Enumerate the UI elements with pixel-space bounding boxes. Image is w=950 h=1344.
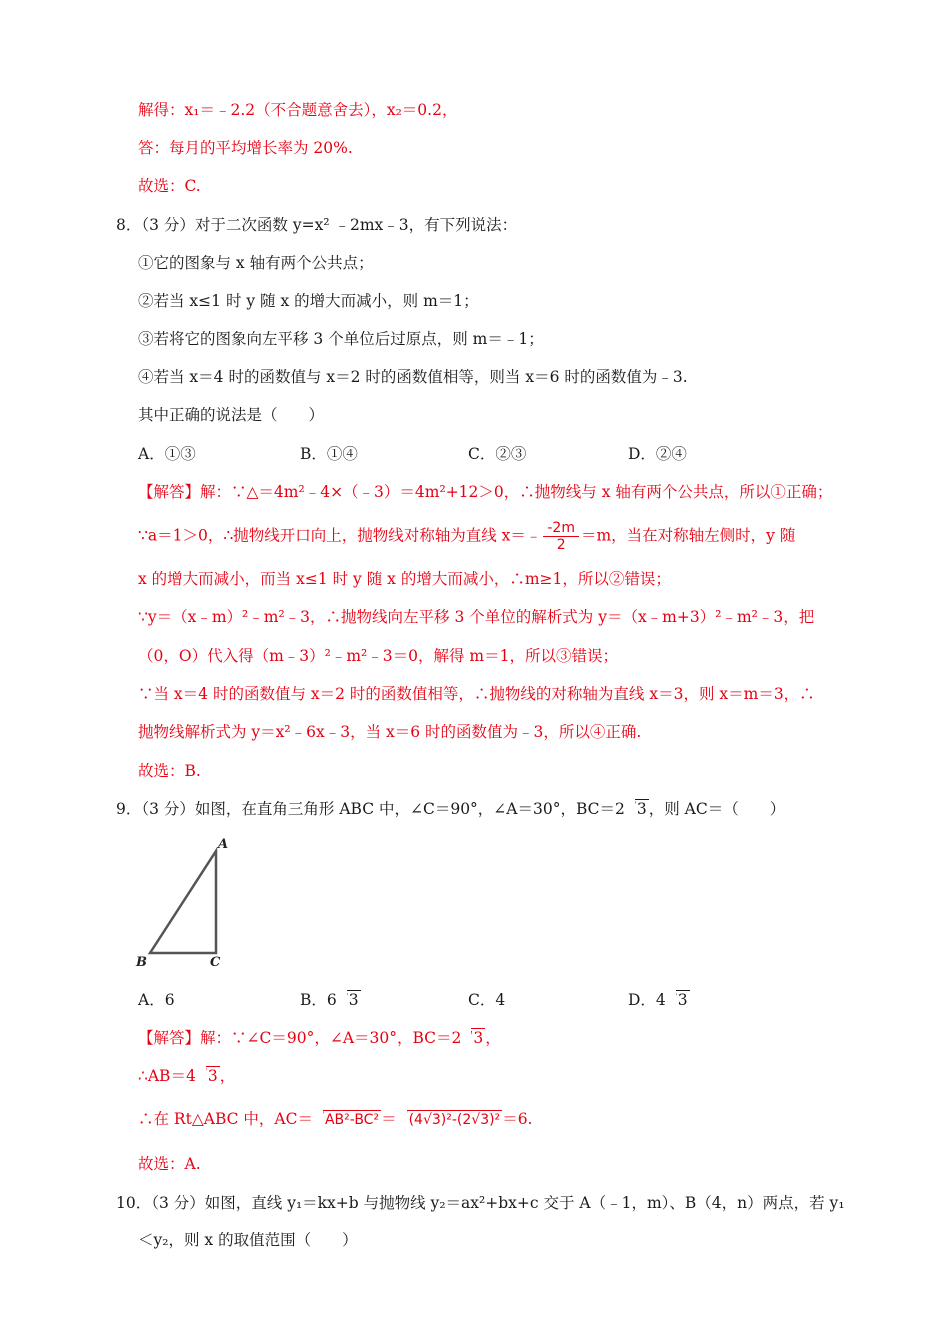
radicand: 3 [677,991,688,1009]
q8-statement-2: ②若当 x≤1 时 y 随 x 的增大而减小，则 m＝1； [138,292,479,310]
sqrt [313,1108,381,1130]
q8-answer-6: ∵当 x＝4 时的函数值与 x＝2 时的函数值相等，∴抛物线的对称轴为直线 x＝3，则 x＝m＝3，∴ [138,685,815,703]
radicand: 3 [473,1029,484,1047]
q8-option-c: C．②③ [468,445,527,463]
q8-statement-3: ③若将它的图象向左平移 3 个单位后过原点，则 m＝﹣1； [138,330,544,348]
q9-answer-3-text: ∴在 Rt△ABC 中，AC＝ [138,1110,313,1128]
radicand: AB²-BC² [324,1112,380,1128]
fraction [543,520,579,553]
equals-sign: ＝ [381,1110,397,1128]
fraction-numerator: -2m [543,520,579,537]
q9-answer-2-post: ， [219,1067,236,1085]
radicand: 3 [348,991,359,1009]
q9-stem [116,798,785,820]
q8-answer-2 [138,520,795,553]
sqrt [625,798,649,820]
q9-option-b [300,988,361,1010]
q8-option-d: D．②④ [628,445,687,463]
sqrt [461,1027,485,1049]
q9-answer-2 [138,1065,235,1087]
q8-statement-4: ④若当 x＝4 时的函数值与 x＝2 时的函数值相等，则当 x＝6 时的函数值为﹣3. [138,368,688,386]
radicand: 3 [207,1067,218,1085]
sqrt [666,990,690,1010]
solution-line: 解得：x₁＝﹣2.2（不合题意舍去），x₂＝0.2， [138,101,458,119]
vertex-label-c: C [210,955,221,970]
q8-ask: 其中正确的说法是（ ） [138,406,325,424]
sqrt [397,1108,503,1130]
q9-option-d-text: D．4 [628,991,666,1009]
q9-answer-2-text: ∴AB＝4 [138,1067,196,1085]
q8-option-b: B．①④ [300,445,358,463]
q10-stem-1: 10．（3 分）如图，直线 y₁＝kx+b 与抛物线 y₂＝ax²+bx+c 交于 A（﹣1，m）、B（4，n）两点，若 y₁ [116,1194,845,1212]
q8-option-a: A．①③ [138,445,196,463]
q9-option-c: C．4 [468,991,506,1009]
q8-answer-5: （0，O）代入得（m﹣3）²﹣m²﹣3＝0，解得 m＝1，所以③错误； [138,647,618,665]
answer-line: 答：每月的平均增长率为 20%. [138,139,353,157]
q8-stem: 8．（3 分）对于二次函数 y=x² ﹣2mx﹣3，有下列说法： [116,216,518,234]
q9-answer-1-text: 解：∵∠C＝90°，∠A＝30°，BC＝2 [200,1029,462,1047]
answer-tag: 【解答】 [138,1029,201,1047]
q9-option-d [628,988,690,1010]
q9-stem-post: ，则 AC＝（ ） [648,800,786,818]
q9-choose: 故选：A. [138,1155,201,1173]
sqrt [337,990,361,1010]
q8-answer-2-post: ＝m，当在对称轴左侧时，y 随 [580,526,796,545]
radicand: (4√3)²-(2√3)² [408,1112,501,1128]
q8-answer-7: 抛物线解析式为 y＝x²﹣6x﹣3，当 x＝6 时的函数值为﹣3，所以④正确. [138,723,642,741]
q8-answer-1 [138,481,832,503]
q9-answer-1-post: ， [485,1029,501,1047]
q8-answer-2-pre: ∵a＝1＞0，∴抛物线开口向上，抛物线对称轴为直线 x＝﹣ [138,526,542,545]
fraction-denominator: 2 [556,537,566,553]
radicand: 3 [636,800,647,818]
sqrt [196,1065,220,1087]
answer-tag: 【解答】 [138,483,201,501]
triangle-figure [130,832,240,972]
q8-choose: 故选：B. [138,762,201,780]
q8-answer-3: x 的增大而减小，而当 x≤1 时 y 随 x 的增大而减小，∴m≥1，所以②错误； [138,570,671,588]
choose-line: 故选：C. [138,177,201,195]
q8-statement-1: ①它的图象与 x 轴有两个公共点； [138,254,374,272]
q9-answer-3-post: ＝6. [502,1110,533,1128]
q8-answer-1-text: 解：∵△＝4m²﹣4×（﹣3）＝4m²+12＞0，∴抛物线与 x 轴有两个公共点，所以①正确； [200,483,833,501]
q9-stem-pre: 9．（3 分）如图，在直角三角形 ABC 中，∠C＝90°，∠A＝30°，BC＝2 [116,800,625,818]
q10-stem-2: ＜y₂，则 x 的取值范围（ ） [138,1231,358,1249]
q9-option-b-text: B．6 [300,991,337,1009]
vertex-label-b: B [136,955,147,970]
q9-option-a: A．6 [138,991,175,1009]
vertex-label-a: A [218,837,229,852]
q9-answer-1 [138,1027,501,1049]
q8-answer-4: ∵y＝（x﹣m）²﹣m²﹣3，∴抛物线向左平移 3 个单位的解析式为 y＝（x﹣m+3）²﹣m²﹣3，把 [138,608,815,626]
q9-answer-3 [138,1108,532,1130]
